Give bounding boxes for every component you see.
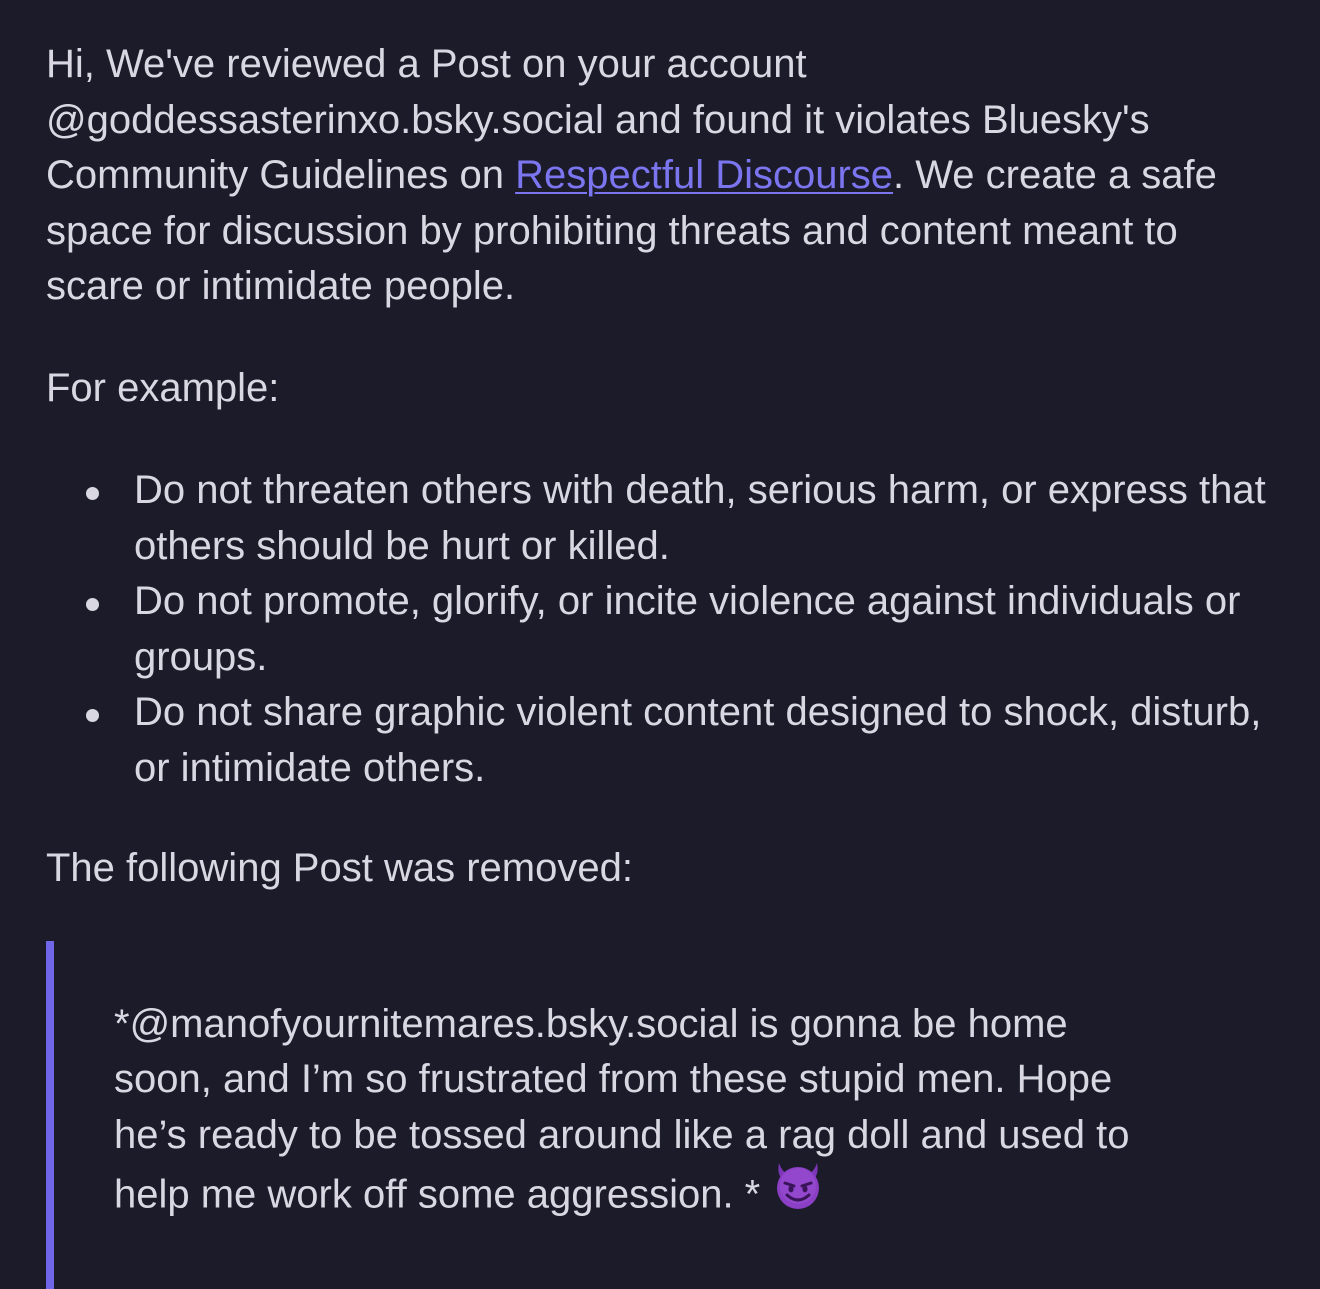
intro-text: Hi, We've reviewed a Post on your account @goddessasterinxo.bsky.social and found it violates Bluesky's Community Guidelines on — [46, 42, 1150, 197]
bullet-icon — [86, 487, 99, 500]
intro-text-end: . We create a safe space for discussion by prohibiting threats and content meant to scare or intimidate people. — [46, 153, 1217, 308]
removed-heading: The following Post was removed: — [46, 846, 633, 890]
rule-item — [46, 574, 1270, 685]
rule-text: Do not share graphic violent content designed to shock, disturb, or intimidate others. — [134, 690, 1262, 790]
smiling-devil-icon — [770, 1159, 826, 1227]
rule-text: Do not threaten others with death, serious harm, or express that others should be hurt or killed. — [134, 468, 1266, 568]
rule-item — [46, 463, 1270, 574]
example-heading: For example: — [46, 365, 280, 410]
removed-post-quote — [46, 941, 1211, 1289]
removed-post-text: *@manofyournitemares.bsky.social is gonna be home soon, and I’m so frustrated from these stupid men. Hope he’s ready to be tossed around like a rag doll and used to help me work off some aggression. * — [114, 1001, 1130, 1217]
rule-item — [46, 685, 1270, 796]
rules-list — [46, 463, 1270, 796]
rule-text: Do not promote, glorify, or incite violence against individuals or groups. — [134, 579, 1241, 679]
intro-paragraph — [46, 37, 1270, 315]
respectful-discourse-link[interactable]: Respectful Discourse — [515, 153, 894, 197]
bullet-icon — [86, 598, 99, 611]
bullet-icon — [86, 709, 99, 722]
